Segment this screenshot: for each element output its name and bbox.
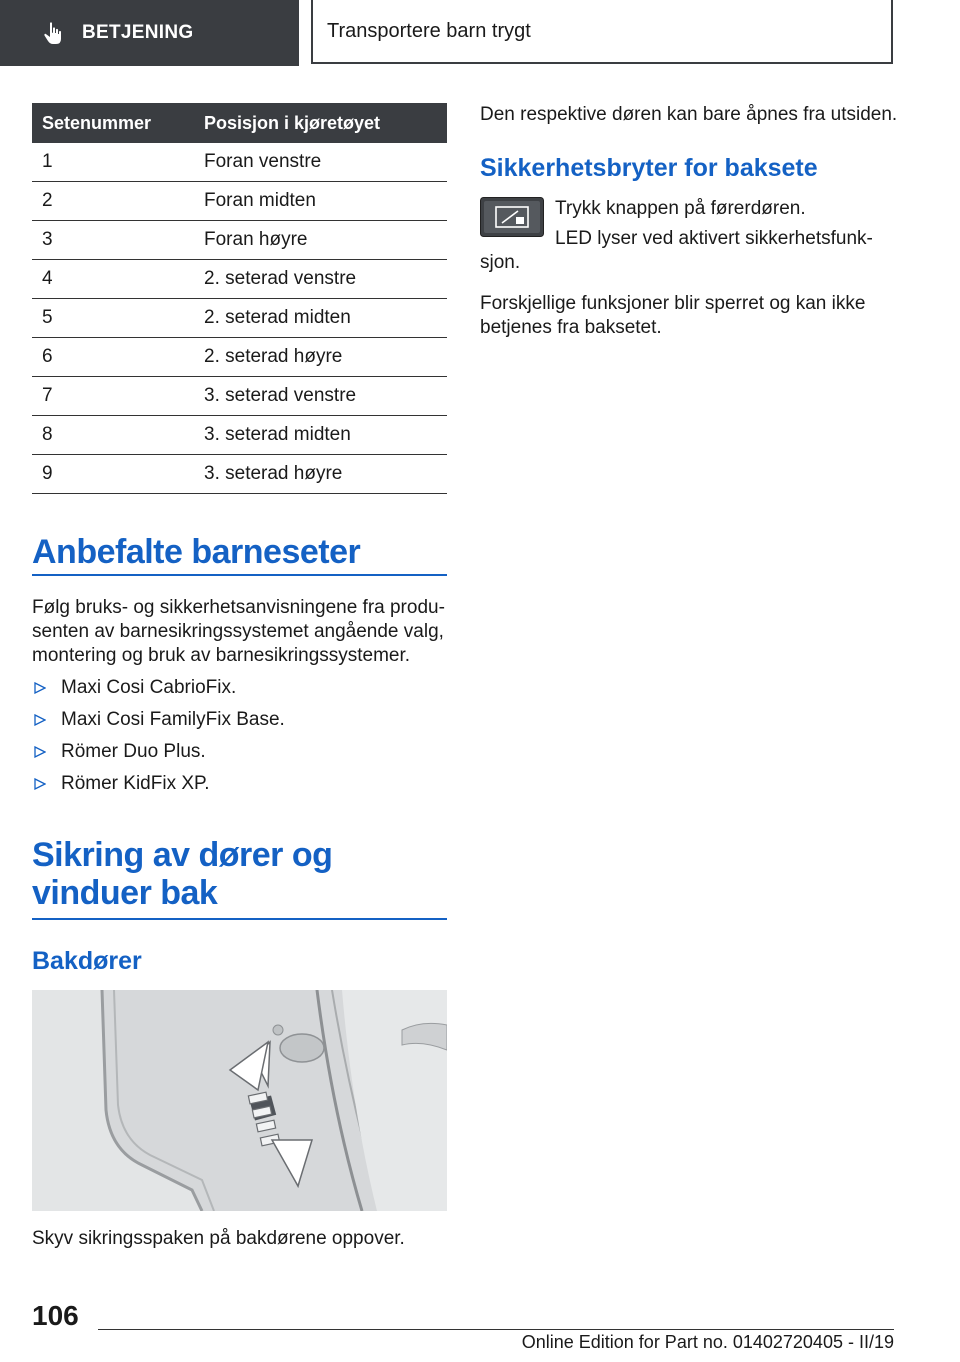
- chapter-tab: [311, 0, 893, 64]
- seat-number-cell: 8: [32, 416, 194, 455]
- list-item: [32, 708, 447, 732]
- position-cell: Foran høyre: [194, 221, 447, 260]
- seat-number-cell: 2: [32, 182, 194, 221]
- position-cell: 2. seterad midten: [194, 299, 447, 338]
- table-header-row: [32, 103, 447, 143]
- table-row: [32, 455, 447, 494]
- position-cell: 2. seterad venstre: [194, 260, 447, 299]
- table-row: [32, 416, 447, 455]
- position-cell: Foran venstre: [194, 143, 447, 182]
- triangle-bullet-icon: [34, 778, 46, 790]
- page-header: [0, 0, 960, 66]
- recommended-seats-heading: Anbefalte barneseter: [32, 533, 361, 571]
- led-note: LED lyser ved aktivert sikkerhetsfunk-sjon.: [480, 228, 873, 273]
- list-item-label: Maxi Cosi CabrioFix.: [61, 677, 237, 698]
- seat-number-cell: 4: [32, 260, 194, 299]
- blocked-functions-note: Forskjellige funksjoner blir sperret og kan ikke betjenes fra baksetet.: [480, 293, 866, 338]
- position-cell: 3. seterad midten: [194, 416, 447, 455]
- switch-instruction: Trykk knappen på førerdøren.: [555, 198, 806, 219]
- section-label: BETJENING: [82, 22, 194, 43]
- position-cell: 3. seterad høyre: [194, 455, 447, 494]
- chapter-label: Transportere barn trygt: [327, 19, 531, 42]
- table-row: [32, 377, 447, 416]
- table-row: [32, 299, 447, 338]
- child-lock-switch-icon: [480, 197, 544, 237]
- page-number: 106: [32, 1300, 79, 1331]
- triangle-bullet-icon: [34, 746, 46, 758]
- position-cell: Foran midten: [194, 182, 447, 221]
- list-item: [32, 740, 447, 764]
- recommended-intro: Følg bruks- og sikkerhetsanvisningene fra produ-senten av barnesikringssystemet angående valg, montering og bruk av barnesikringssystemer.: [32, 597, 445, 666]
- column-header-position: Posisjon i kjøretøyet: [204, 112, 381, 133]
- triangle-bullet-icon: [34, 714, 46, 726]
- list-item-label: Römer Duo Plus.: [61, 741, 206, 762]
- list-item: [32, 772, 447, 796]
- door-lock-illustration: [32, 990, 447, 1211]
- table-row: [32, 260, 447, 299]
- footer-rule: [98, 1329, 894, 1330]
- heading-rule: [32, 574, 447, 576]
- position-cell: 3. seterad venstre: [194, 377, 447, 416]
- seat-number-cell: 1: [32, 143, 194, 182]
- rear-safety-switch-heading: Sikkerhetsbryter for baksete: [480, 154, 818, 182]
- seat-number-cell: 9: [32, 455, 194, 494]
- seat-position-table: [32, 103, 447, 494]
- door-opening-note: Den respektive døren kan bare åpnes fra utsiden.: [480, 104, 898, 125]
- door-window-locking-heading: Sikring av dører og vinduer bak: [32, 836, 333, 912]
- switch-instruction-block: [480, 197, 900, 275]
- edition-note: Online Edition for Part no. 01402720405 - II/19: [521, 1332, 894, 1352]
- triangle-bullet-icon: [34, 682, 46, 694]
- touch-hand-icon: [40, 20, 66, 46]
- table-row: [32, 338, 447, 377]
- table-row: [32, 143, 447, 182]
- heading-rule: [32, 918, 447, 920]
- section-tab: [0, 0, 299, 66]
- table-row: [32, 221, 447, 260]
- seat-number-cell: 7: [32, 377, 194, 416]
- list-item-label: Römer KidFix XP.: [61, 773, 210, 794]
- seat-number-cell: 3: [32, 221, 194, 260]
- rear-doors-subheading: Bakdører: [32, 947, 142, 975]
- column-header-seat-number: Setenummer: [42, 112, 152, 133]
- seat-number-cell: 5: [32, 299, 194, 338]
- position-cell: 2. seterad høyre: [194, 338, 447, 377]
- rear-door-caption: Skyv sikringsspaken på bakdørene oppover.: [32, 1228, 405, 1249]
- left-column: [32, 103, 447, 1251]
- list-item: [32, 676, 447, 700]
- page-footer: [0, 1290, 960, 1362]
- table-row: [32, 182, 447, 221]
- list-item-label: Maxi Cosi FamilyFix Base.: [61, 709, 285, 730]
- seat-number-cell: 6: [32, 338, 194, 377]
- right-column: [480, 103, 900, 340]
- recommended-seats-list: [32, 676, 447, 796]
